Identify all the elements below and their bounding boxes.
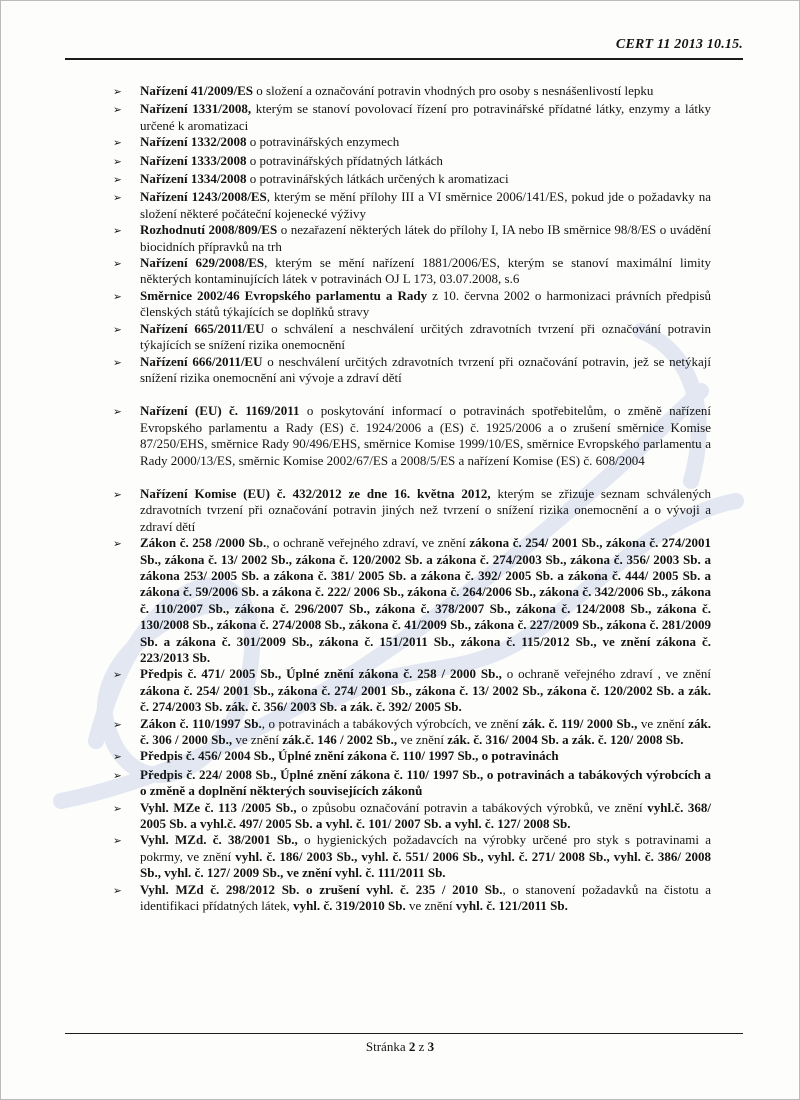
item-text: [140, 535, 711, 666]
page-number: [1, 1039, 799, 1055]
arrow-bullet-icon: ➢: [113, 836, 122, 848]
list-item: [113, 171, 711, 189]
arrow-bullet-icon: ➢: [113, 156, 122, 168]
arrow-bullet-icon: ➢: [113, 357, 122, 369]
text-segment: ve znění: [397, 732, 448, 748]
text-segment: z 10. června 2002 o harmonizaci právních předpisů členských států týkajících se doplňků stravy: [140, 287, 711, 320]
list-item: [113, 800, 711, 833]
item-text: [140, 354, 711, 387]
text-segment: , o potravinách a tabákových výrobcích, ve znění: [261, 715, 523, 731]
text-segment: o ochraně veřejného zdraví , ve znění: [501, 666, 711, 682]
list-item: [113, 535, 711, 666]
item-text: [140, 171, 711, 189]
list-item: [113, 882, 711, 915]
bold-text-segment: 3: [427, 1039, 435, 1054]
arrow-bullet-icon: ➢: [113, 670, 122, 682]
item-text: [140, 255, 711, 288]
item-text: [140, 767, 711, 800]
list-item: [113, 288, 711, 321]
page-header-title: CERT 11 2013 10.15.: [615, 37, 743, 52]
bold-text-segment: Nařízení (EU) č. 1169/2011: [140, 403, 300, 419]
text-segment: o složení a označování potravin vhodných pro osoby s nesnášenlivostí lepku: [253, 83, 654, 98]
text-segment: ve znění: [637, 715, 689, 731]
bold-text-segment: zák. č. 119/ 2000 Sb.,: [522, 715, 638, 731]
bold-text-segment: Nařízení Komise (EU) č. 432/2012 ze dne 16. května 2012,: [140, 485, 491, 501]
item-text: [140, 800, 711, 833]
bold-text-segment: zák. č. 316/ 2004 Sb. a zák. č. 120/ 2008 Sb.: [447, 732, 684, 748]
bold-text-segment: Nařízení 629/2008/ES: [140, 255, 265, 271]
bold-text-segment: zákona č. 254/ 2001 Sb., zákona č. 274/2001 Sb., zákona č. 13/ 2002 Sb., zákona č. 120/2002 Sb. a zákona č. 274/2003 Sb., zákona č. 356/ 2003 Sb. a zákona 253/ 2005 Sb. a zákona č. 381/ 2005 Sb. a zákona č. 392/ 2005 Sb. a zákona č. 444/ 2005 Sb. a zákona č. 59/2006 Sb. a zákona č. 222/ 2006 Sb., zákona č. 264/2006 Sb., zákona č. 342/2006 Sb., zákona č. 110/2007 Sb., zákona č. 296/2007 Sb., zákona č. 378/2007 Sb., zákona č. 124/2008 Sb., zákona č. 130/2008 Sb., zákona č. 274/2008 Sb., zákona č. 41/2009 Sb., zákona č. 227/2009 Sb., zákona č. 281/2009 Sb. a zákona č. 301/2009 Sb., zákona č. 151/2011 Sb., zákona č. 115/2012 Sb., ve znění zákona č. 223/2013 Sb.: [140, 535, 711, 665]
bold-text-segment: Nařízení 666/2011/EU: [140, 353, 263, 369]
item-text: [140, 666, 711, 715]
item-text: [140, 101, 711, 134]
item-text: [140, 189, 711, 222]
item-text: [140, 403, 711, 469]
text-segment: o potravinářských enzymech: [246, 134, 400, 150]
list-item: [113, 134, 711, 152]
bold-text-segment: Předpis č. 456/ 2004 Sb., Úplné znění zákona č. 110/ 1997 Sb., o potravinách: [140, 748, 559, 764]
bold-text-segment: Nařízení 1332/2008: [140, 134, 247, 150]
header-divider: [65, 58, 743, 60]
list-item: [113, 767, 711, 800]
arrow-bullet-icon: ➢: [113, 291, 122, 303]
item-text: [140, 321, 711, 354]
list-item: [113, 832, 711, 881]
item-text: [140, 882, 711, 915]
item-text: [140, 153, 711, 171]
text-segment: o způsobu označování potravin a tabákových výrobků, ve znění: [296, 799, 648, 815]
arrow-bullet-icon: ➢: [113, 175, 122, 187]
text-segment: kterým se zřizuje seznam schválených zdravotních tvrzení při označování potravin jiných než tvrzení o snížení rizika onemocnění a o vývoji a zdraví dětí: [140, 485, 711, 534]
bold-text-segment: Nařízení 1331/2008,: [140, 101, 252, 117]
bold-text-segment: Vyhl. MZd č. 298/2012 Sb. o zrušení vyhl. č. 235 / 2010 Sb.: [140, 881, 503, 897]
text-segment: o neschválení určitých zdravotních tvrzení při označování potravin, jež se netýkají snížení rizika onemocnění ani vývoje a zdraví dětí: [140, 353, 711, 385]
list-item: [113, 354, 711, 387]
text-segment: , o stanovení požadavků na čistotu a identifikaci přídatných látek,: [140, 881, 711, 914]
arrow-bullet-icon: ➢: [113, 885, 122, 897]
list-item: [113, 748, 711, 766]
arrow-bullet-icon: ➢: [113, 259, 122, 271]
text-segment: , kterým se mění přílohy III a VI směrnice 2006/141/ES, pokud jde o požadavky na složení některé počáteční kojenecké výživy: [140, 189, 711, 221]
text-segment: Stránka: [365, 1039, 409, 1054]
item-text: [140, 134, 711, 152]
bold-text-segment: zákona č. 254/ 2001 Sb., zákona č. 274/ 2001 Sb., zákona č. 13/ 2002 Sb., zákona č. 120/2002 Sb. a zák. č. 274/2003 Sb. zák. č. 356/ 2003 Sb. a zák. č. 392/ 2005 Sb.: [140, 682, 711, 715]
text-segment: o potravinářských přídatných látkách: [246, 152, 443, 168]
arrow-bullet-icon: ➢: [113, 105, 122, 117]
text-segment: ve znění: [232, 732, 283, 748]
list-item: [113, 153, 711, 171]
bold-text-segment: Zákon č. 258 /2000 Sb.: [140, 535, 267, 551]
text-segment: , kterým se mění nařízení 1881/2006/ES, kterým se stanoví maximální limity některých kontaminujících látek v potravinách OJ L 173, 03.07.2008, s.6: [140, 255, 711, 287]
item-text: [140, 222, 711, 255]
bold-text-segment: 2: [408, 1039, 416, 1054]
list-item: [113, 255, 711, 288]
arrow-bullet-icon: ➢: [113, 324, 122, 336]
text-segment: , o ochraně veřejného zdraví, ve znění: [266, 535, 470, 551]
item-text: [140, 832, 711, 881]
item-text: [140, 486, 711, 535]
bold-text-segment: vyhl. č. 186/ 2003 Sb., vyhl. č. 551/ 2006 Sb., vyhl. č. 271/ 2008 Sb., vyhl. č. 386/ 2008 Sb., vyhl. č. 127/ 2009 Sb., ve znění vyhl. č. 111/2011 Sb.: [140, 848, 711, 881]
arrow-bullet-icon: ➢: [113, 719, 122, 731]
bold-text-segment: Vyhl. MZd. č. 38/2001 Sb.,: [140, 832, 298, 848]
regulation-list: [113, 83, 711, 915]
list-item: [113, 321, 711, 354]
arrow-bullet-icon: ➢: [113, 87, 122, 98]
arrow-bullet-icon: ➢: [113, 226, 122, 238]
list-item: [113, 486, 711, 535]
bold-text-segment: Předpis č. 224/ 2008 Sb., Úplné znění zákona č. 110/ 1997 Sb., o potravinách a tabákových výrobcích a o změně a doplnění některých souvisejících zákonů: [140, 766, 711, 799]
text-segment: o schválení a neschválení určitých zdravotních tvrzení při označování potravin týkajících se snížení rizika onemocnění: [140, 320, 711, 353]
bold-text-segment: Nařízení 1333/2008: [140, 152, 247, 168]
bold-text-segment: vyhl. č. 319/2010 Sb.: [293, 898, 406, 914]
list-item: [113, 101, 711, 134]
text-segment: ve znění: [405, 898, 456, 914]
arrow-bullet-icon: ➢: [113, 193, 122, 205]
arrow-bullet-icon: ➢: [113, 752, 122, 764]
arrow-bullet-icon: ➢: [113, 407, 122, 419]
bold-text-segment: vyhl. č. 121/2011 Sb.: [455, 898, 568, 914]
bold-text-segment: Předpis č. 471/ 2005 Sb., Úplné znění zákona č. 258 / 2000 Sb.,: [140, 666, 502, 682]
bold-text-segment: zák.č. 146 / 2002 Sb.,: [282, 732, 398, 748]
item-text: [140, 716, 711, 749]
bold-text-segment: vyhl.č. 368/ 2005 Sb. a vyhl.č. 497/ 2005 Sb. a vyhl. č. 101/ 2007 Sb. a vyhl. č. 127/ 2008 Sb.: [140, 799, 711, 832]
item-text: [140, 288, 711, 321]
text-segment: o hygienických požadavcích na výrobky určené pro styk s potravinami a pokrmy, ve znění: [140, 832, 711, 864]
list-item: [113, 716, 711, 749]
bold-text-segment: Nařízení 1243/2008/ES: [140, 189, 267, 205]
bold-text-segment: Nařízení 41/2009/ES: [140, 83, 254, 98]
text-segment: o nezařazení některých látek do přílohy I, IA nebo IB směrnice 98/8/ES o uvádění biocidních přípravků na trh: [140, 222, 711, 254]
bold-text-segment: Směrnice 2002/46 Evropského parlamentu a Rady: [140, 287, 428, 303]
bold-text-segment: Rozhodnutí 2008/809/ES: [140, 222, 278, 238]
bold-text-segment: Nařízení 1334/2008: [140, 171, 247, 187]
bold-text-segment: Vyhl. MZe č. 113 /2005 Sb.,: [140, 799, 297, 815]
item-text: [140, 748, 711, 766]
arrow-bullet-icon: ➢: [113, 770, 122, 782]
text-segment: o poskytování informací o potravinách spotřebitelům, o změně nařízení Evropského parlamentu a Rady (ES) č. 1924/2006 a (ES) č. 1925/2006 a o zrušení směrnice Komise 87/250/EHS, směrnice Rady 90/496/EHS, směrnice Komise 1999/10/ES, směrnice Evropského parlamentu a Rady 2000/13/ES, směrnic Komise 2002/67/ES a 2008/5/ES a nařízení Komise (ES) č. 608/2004: [140, 403, 711, 468]
list-item: [113, 222, 711, 255]
list-item: [113, 83, 711, 101]
arrow-bullet-icon: ➢: [113, 489, 122, 501]
item-text: [140, 83, 711, 101]
arrow-bullet-icon: ➢: [113, 539, 122, 551]
arrow-bullet-icon: ➢: [113, 138, 122, 150]
footer-divider: [65, 1033, 743, 1034]
text-segment: kterým se stanoví povolovací řízení pro potravinářské přídatné látky, enzymy a látky určené k aromatizaci: [140, 101, 711, 133]
bold-text-segment: Zákon č. 110/1997 Sb.: [140, 715, 262, 731]
bold-text-segment: Nařízení 665/2011/EU: [140, 320, 265, 336]
bold-text-segment: zák. č. 306 / 2000 Sb.,: [140, 715, 712, 748]
arrow-bullet-icon: ➢: [113, 803, 122, 815]
list-item: [113, 666, 711, 715]
text-segment: z: [415, 1039, 428, 1054]
text-segment: o potravinářských látkách určených k aromatizaci: [246, 171, 509, 187]
list-item: [113, 403, 711, 469]
list-item: [113, 189, 711, 222]
